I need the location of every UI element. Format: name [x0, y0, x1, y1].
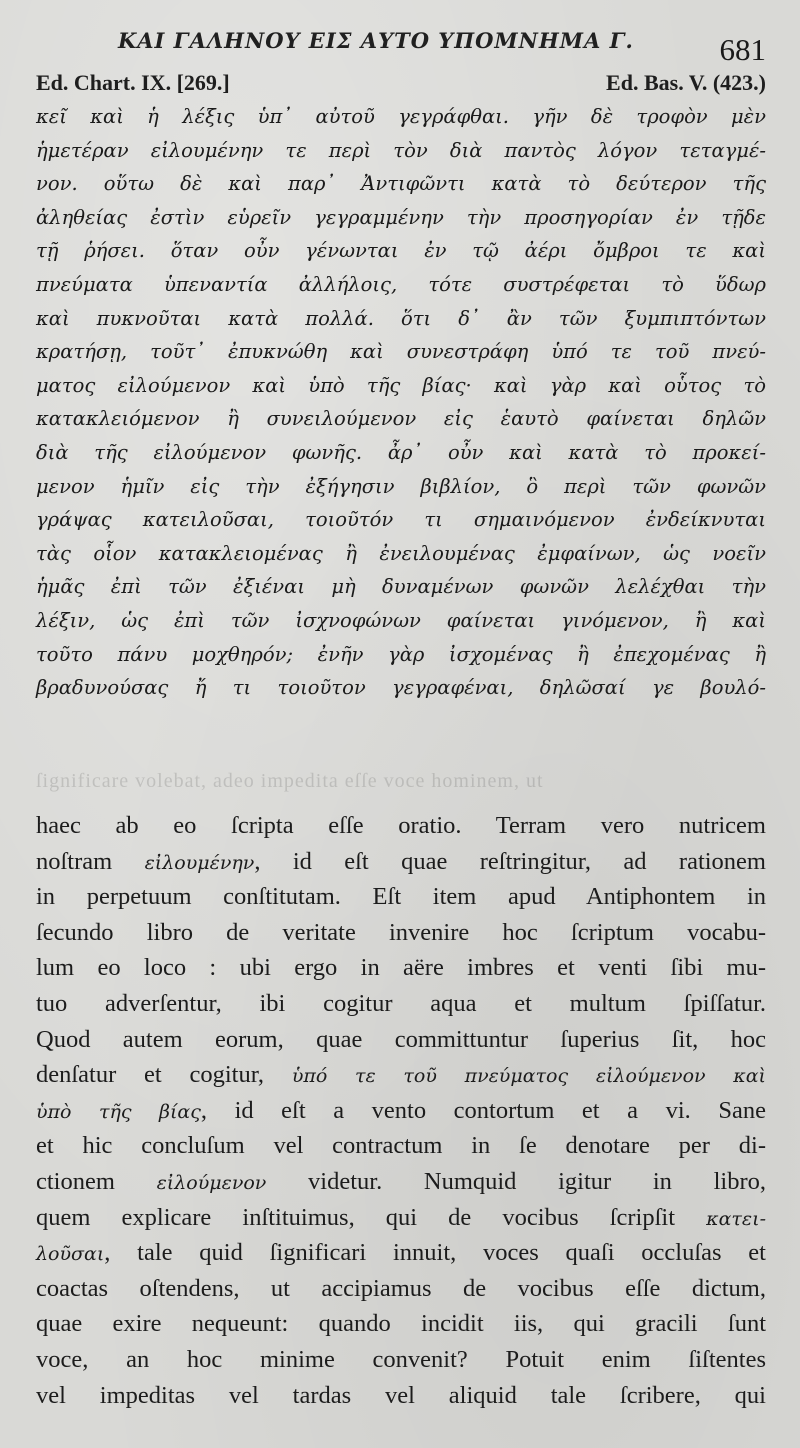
- bleed-through-text: ſignificare volebat, adeo impedita eſſe voce hominem, ut: [36, 770, 544, 792]
- latin-line: [36, 1271, 766, 1307]
- greek-line: ἡμετέραν εἰλουμένην τε περὶ τὸν διὰ παντὸς λόγον τεταγμέ-: [36, 138, 766, 162]
- latin-text: ctionem: [36, 1167, 157, 1195]
- greek-line: ἀληθείας ἐστὶν εὑρεῖν γεγραμμένην τὴν προσηγορίαν ἐν τῇδε: [36, 205, 766, 229]
- latin-text: denſatur et cogitur,: [36, 1061, 292, 1089]
- latin-line: [36, 1093, 766, 1129]
- latin-text: haec ab eo ſcripta eſſe oratio. Terram vero nutricem: [36, 812, 766, 839]
- greek-term: εἰλούμενον: [156, 1171, 267, 1194]
- latin-text: Quod autem eorum, quae committuntur ſuperius ſit, hoc: [36, 1025, 766, 1053]
- greek-line: μενον ἡμῖν εἰς τὴν ἐξήγησιν βιβλίον, ὃ περὶ τῶν φωνῶν: [36, 474, 766, 498]
- latin-text: videtur. Numquid igitur in libro,: [266, 1167, 766, 1195]
- greek-line: γράψας κατειλοῦσαι, τοιοῦτόν τι σημαινόμενον ἐνδείκνυται: [36, 508, 766, 532]
- running-title: ΚΑΙ ΓΑΛΗΝΟΥ ΕΙΣ ΑΥΤΟ ΥΠΟΜΝΗΜΑ Γ.: [118, 28, 634, 53]
- latin-text: , id eſt quae reſtringitur, ad rationem: [254, 847, 766, 875]
- latin-text-block: [36, 808, 766, 1413]
- latin-line: [36, 1128, 766, 1164]
- greek-line: κατακλειόμενον ἢ συνειλούμενον εἰς ἑαυτὸ φαίνεται δηλῶν: [36, 407, 766, 431]
- page-number: 681: [719, 32, 766, 67]
- greek-line: κρατήσῃ, τοῦτ᾽ ἐπυκνώθη καὶ συνεστράφη ὑπό τε τοῦ πνεύ-: [36, 340, 766, 364]
- latin-line: [36, 1200, 766, 1236]
- latin-line: [36, 950, 766, 986]
- greek-line: πνεύματα ὑπεναντία ἀλλήλοις, τότε συστρέφεται τὸ ὕδωρ: [36, 272, 766, 296]
- edition-chartier: Ed. Chart. IX. [269.]: [36, 70, 230, 95]
- greek-term: εἰλουμένην: [144, 851, 255, 874]
- latin-line: [36, 915, 766, 951]
- latin-text: lum eo loco : ubi ergo in aëre imbres et venti ſibi mu-: [36, 954, 766, 982]
- greek-text-block: [36, 100, 766, 705]
- latin-line: [36, 844, 766, 880]
- latin-line: [36, 1306, 766, 1342]
- latin-line: [36, 1342, 766, 1378]
- latin-line: [36, 1057, 766, 1093]
- latin-text: quae exire nequeunt: quando incidit iis, qui gracili ſunt: [36, 1310, 766, 1338]
- latin-text: vel impeditas vel tardas vel aliquid tale ſcribere, qui: [36, 1381, 766, 1409]
- latin-text: , id eſt a vento contortum et a vi. Sane: [200, 1096, 766, 1124]
- greek-line: διὰ τῆς εἰλούμενον φωνῆς. ἆρ᾽ οὖν καὶ κατὰ τὸ προκεί-: [36, 440, 766, 464]
- edition-basel: Ed. Bas. V. (423.): [606, 70, 766, 95]
- greek-term: ὑπὸ τῆς βίας: [36, 1100, 201, 1123]
- running-head: [0, 20, 800, 67]
- greek-line: λέξιν, ὡς ἐπὶ τῶν ἰσχνοφώνων φαίνεται γινόμενον, ἢ καὶ: [36, 608, 766, 632]
- latin-text: ſecundo libro de veritate invenire hoc ſcriptum vocabu-: [36, 918, 766, 946]
- latin-line: [36, 1164, 766, 1200]
- greek-term: ὑπό τε τοῦ πνεύματος εἰλούμενον καὶ: [291, 1065, 767, 1088]
- greek-line: τῇ ῥήσει. ὅταν οὖν γένωνται ἐν τῷ ἀέρι ὄμβροι τε καὶ: [36, 239, 766, 263]
- latin-line: [36, 1378, 766, 1414]
- latin-text: in perpetuum conſtitutam. Eſt item apud Antiphontem in: [36, 883, 766, 911]
- greek-term: κατει-: [706, 1207, 766, 1230]
- latin-text: , tale quid ſignificari innuit, voces quaſi occluſas et: [104, 1239, 766, 1267]
- latin-text: et hic concluſum vel contractum in ſe denotare per di-: [36, 1132, 766, 1160]
- greek-term: λοῦσαι: [36, 1243, 105, 1266]
- latin-line: [36, 986, 766, 1022]
- greek-line: τὰς οἷον κατακλειομένας ἢ ἐνειλουμένας ἐμφαίνων, ὡς νοεῖν: [36, 541, 766, 565]
- latin-line: [36, 879, 766, 915]
- latin-line: [36, 1235, 766, 1271]
- latin-line: [36, 1022, 766, 1058]
- greek-line: νον. οὕτω δὲ καὶ παρ᾽ Ἀντιφῶντι κατὰ τὸ δεύτερον τῆς: [36, 172, 766, 196]
- latin-line: [36, 808, 766, 844]
- latin-text: quem explicare inſtituimus, qui de vocibus ſcripſit: [36, 1203, 707, 1231]
- greek-line: ἡμᾶς ἐπὶ τῶν ἐξιέναι μὴ δυναμένων φωνῶν λελέχθαι τὴν: [36, 575, 766, 599]
- greek-line: τοῦτο πάνυ μοχθηρόν; ἐνῆν γὰρ ἰσχομένας ἢ ἐπεχομένας ἢ: [36, 642, 766, 666]
- greek-line: καὶ πυκνοῦται κατὰ πολλά. ὅτι δ᾽ ἂν τῶν ξυμπιπτόντων: [36, 306, 766, 330]
- greek-line: βραδυνούσας ἤ τι τοιοῦτον γεγραφέναι, δηλῶσαί γε βουλό-: [36, 676, 766, 700]
- latin-text: coactas oſtendens, ut accipiamus de vocibus eſſe dictum,: [36, 1274, 766, 1302]
- latin-text: tuo adverſentur, ibi cogitur aqua et multum ſpiſſatur.: [36, 989, 766, 1017]
- greek-line: κεῖ καὶ ἡ λέξις ὑπ᾽ αὐτοῦ γεγράφθαι. γῆν δὲ τροφὸν μὲν: [36, 105, 766, 128]
- edition-reference-line: [36, 70, 766, 102]
- greek-line: ματος εἰλούμενον καὶ ὑπὸ τῆς βίας· καὶ γὰρ καὶ οὗτος τὸ: [36, 373, 766, 397]
- latin-text: noſtram: [36, 847, 145, 875]
- latin-text: voce, an hoc minime convenit? Potuit enim ſiſtentes: [36, 1345, 766, 1373]
